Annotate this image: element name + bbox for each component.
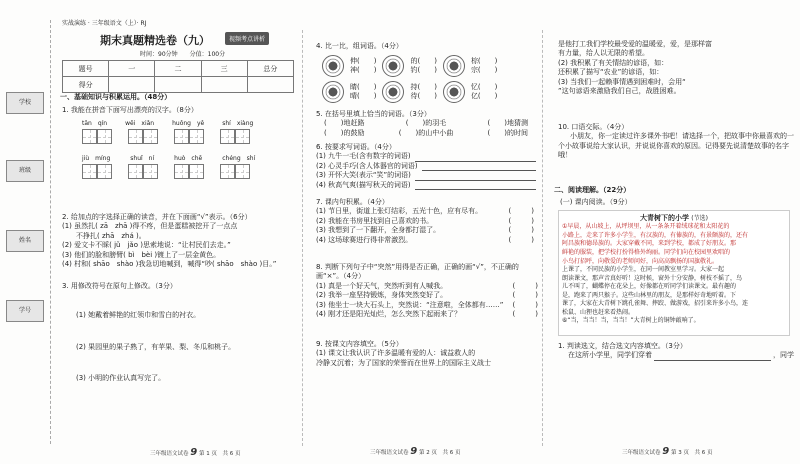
question-10 [558,123,794,161]
fill-item[interactable]: ( )的羽毛 [405,119,447,128]
question-7-prompt: 7. 课内句积累。（4分） [316,198,389,206]
question-10-prompt: 10. 口语交际。（4分） [558,123,629,131]
question-6-item: (4) 秋高气爽(描写秋天的词语) [316,180,411,189]
question-5 [316,110,536,138]
question-9-item: 冷静又沉着；为了国家的荣誉而在世界上的国际主义战士 [316,358,491,367]
reading-question-1-text: 在这所小学里，同学们穿着 [568,351,652,360]
page-title: 期末真题精选卷（九） [100,34,210,47]
answer-line[interactable] [415,152,536,161]
question-3 [62,282,298,384]
question-8-item: (3) 他坐士一块大石头上，突然说：“注意啦，全体都有……” [316,300,504,309]
part-1-heading: (一) 课内阅读。（9分） [560,198,632,206]
question-3-item: (1) 她戴着鲜艳的红领巾和雪白的衬衣。 [76,311,201,320]
passage-line: 上课了，不同民族的小学生，在同一间教室里学习。大家一起 [562,266,725,274]
question-2-item: (4) 村和( shāo shào )我急切地喊到，喊得“吵( shāo shào )目。” [62,260,277,269]
question-7: 7. 课内句积累。（4分） (1) 节日里，街道上张灯结彩，五光十色，应有尽有。 ( ) (2) 我能在书房里找到自己喜欢的书。 ( ) (3) 我想到了一下翻开，全身都打湿了。 ( ) (4) 这场球赛进行得非常激烈。 ( ) [316,198,536,244]
writing-box[interactable] [128,129,143,144]
score-table [62,60,294,93]
video-badge: 视频考点讲析 [225,32,269,45]
section-2-heading: 二、阅读理解。（22分） [554,186,631,194]
writing-box[interactable] [174,164,189,179]
footer-label: 三年级语文试卷 [370,449,409,456]
question-2-item: (1) 虽然扎( zā zhā )得不疼，但是蛋糕被挖开了一点点 [62,222,238,231]
question-4: 4. 比一比，组词语。（4分） [316,42,403,50]
writing-box[interactable] [143,129,158,144]
continued-line: ”这句谚语来激励我们自己，战胜困难。 [558,87,681,96]
continued-line: 还积累了描写“农业”的谚语，如： [558,68,664,77]
name-label: 姓名 [6,230,44,252]
reading-passage [558,210,790,336]
question-7-item: (2) 我能在书房里找到自己喜欢的书。 [316,216,434,225]
writing-box[interactable] [143,164,158,179]
compare-word: 亿( ) [470,92,498,100]
answer-line[interactable] [415,181,536,190]
question-6 [316,143,536,190]
score-header-cell: 三 [201,61,247,77]
footer-page-text: 第 1 页 共 6 页 [198,451,241,457]
score-header-cell: 二 [155,61,201,77]
page-2 [310,0,538,464]
writing-box[interactable] [220,129,235,144]
score-label-cell: 得分 [63,77,109,93]
footer-label: 三年级语文试卷 [150,451,189,457]
series-label: 实战演练 · 三年级语文（上）· RJ [62,20,147,27]
question-8: 8. 判断下列句子中“突然”用得是否正确，正确的画“√”，不正确的画“×”。（4分） (1) 真是一个好天气，突然听到有人喊我。 ( ) (2) 我举一座坚持锻炼，身体突然变好了。 ( ) (3) 他坐士一块大石头上，突然说：“注意啦，全体都有……” ( ) (4) 刚才还是阳光灿烂，怎么突然下起雨来了？ ( ) [316,263,540,319]
writing-box[interactable] [220,164,235,179]
page-divider [302,30,303,446]
footer-exam-number: 9 [190,447,198,458]
writing-box[interactable] [174,129,189,144]
compare-word: 忆( ) [470,82,498,91]
writing-box[interactable] [235,164,250,179]
writing-box[interactable] [189,129,204,144]
pinyin-label: shuǐ ní [130,155,155,162]
question-8-item: (4) 刚才还是阳光灿烂，怎么突然下起雨来了？ [316,310,462,319]
pinyin-label: jiù míng [82,155,111,162]
passage-line: 小路上，走来了许多小学生，有汉族的，有傣族的，有景颇族的，还有 [562,231,749,239]
flower-icon [322,81,344,103]
question-6-item: (1) 九牛一毛(含有数字的词语) [316,152,411,161]
fill-item[interactable]: ( )地猜测 [487,119,528,128]
question-8-prompt: 8. 判断下列句子中“突然”用得是否正确，正确的画“√”，不正确的画“×”。（4分） [316,263,519,281]
score-cell[interactable] [109,77,155,93]
passage-line: 鲜艳的服装，把学校打扮得格外绚丽。同学们向在校园里欢唱的 [562,248,731,256]
reading-question-1-prompt: 1. 判读选文，结合选文内容填空。（3分） [558,342,687,350]
compare-word: 待( ) [410,92,437,100]
page-1-footer [150,447,240,458]
compare-word: 晴( ) [350,92,377,100]
footer-page-text: 第 3 页 共 6 页 [670,449,713,456]
question-9 [316,340,540,368]
continued-line: (2) 我积累了有关情结的谚语，如： [558,58,669,67]
passage-line: 是，跑来了两只猴子。这些山林里的朋友，是那样好奇地听着。下 [562,291,737,299]
passage-body [562,223,786,325]
passage-line: ⑥“当，当当！当，当当！”大青树上的铜钟敲响了。 [562,317,700,325]
question-3-prompt: 3. 用修改符号在原句上修改。（3分） [62,282,177,290]
question-6-prompt: 6. 按要求写词语。（4分） [316,143,396,151]
footer-page-text: 第 2 页 共 6 页 [418,449,461,456]
question-3-item: (3) 小明的作业认真写完了。 [76,374,166,383]
page-1 [0,0,300,464]
question-9-prompt: 9. 按课文内容填空。（5分） [316,340,403,348]
flower-icon [382,55,404,77]
passage-line: 松鼠、山狸也赶来看热闹。 [562,308,635,316]
continued-line: 有力量，给人以无限的希望。 [558,49,649,58]
answer-line[interactable] [415,171,536,180]
page-divider [542,30,543,446]
question-2-item: (2) 爱文卡不睬( jǔ jǎo )思索地说：“让村民们去走。” [62,241,231,250]
compare-word: 棕( ) [470,56,498,65]
passage-line: 儿不叫了，蝴蝶停在花朵上，好像都在听同学们读课文。最有趣的 [562,283,737,291]
compare-word: 睛( ) [350,82,377,91]
pinyin-grid-row-1 [82,118,292,144]
fill-item[interactable]: ( )的山中小曲 [398,128,454,137]
passage-title: 大青树下的小学 [640,214,690,222]
writing-box[interactable] [82,129,97,144]
pinyin-label: huò chē [174,155,203,162]
binding-line [50,20,51,444]
writing-box[interactable] [97,164,112,179]
flower-icon [382,81,404,103]
question-7-item: (4) 这场球赛进行得非常激烈。 [316,235,413,244]
fill-item[interactable]: ( )的鼓励 [324,128,365,137]
pinyin-label: huǒng yě [172,120,205,127]
flower-icon [443,81,465,103]
flower-icon [443,55,465,77]
continued-line: (3) 当我们一起赖事情遇到困难时，会用“ [558,77,686,86]
question-2-item: (3) 他们的脸和膀臂( bì bèi )镀上了一层金黄色。 [62,250,221,259]
writing-box[interactable] [82,164,97,179]
writing-box[interactable] [235,129,250,144]
score-header-cell: 题号 [63,61,109,77]
compare-word: 钓( ) [410,66,437,74]
flower-icon [322,55,344,77]
question-7-item: (3) 我想到了一下翻开，全身都打湿了。 [316,226,441,235]
writing-box[interactable] [97,129,112,144]
question-1: 1. 我能在拼音下面写出漂亮的汉字。（8分） [62,106,198,114]
question-6-item: (2) 心灵手巧(含人体器官的词语) [316,161,418,170]
passage-line: ①早晨，从山坡上，从坪坝里，从一条条开着绒球花和太阳花的 [562,223,730,231]
writing-box[interactable] [128,164,143,179]
passage-line: 课了，大家在大青树下跳孔雀舞、摔跤、做游戏，招引来许多小鸟，连 [562,300,749,308]
question-6-item: (3) 开怀大笑(表示“笑”的词语) [316,171,411,180]
reading-question-1 [558,342,794,361]
question-2-item: 不挣扎( zhā zhá )。 [76,231,146,240]
passage-line: 小鸟打招呼，向敬爱的老师问好，向高高飘扬的国旗敬礼。 [562,257,719,265]
score-header-cell: 一 [109,61,155,77]
question-8-item: (1) 真是一个好天气，突然听到有人喊我。 [316,281,448,290]
compare-word: 的( ) [410,56,437,65]
score-cell[interactable] [201,77,247,93]
class-label: 班级 [6,160,44,182]
reading-question-1-tail: ，同学 [773,351,794,360]
passage-line: 朗读课文，那声音真好听！这时候，窗外十分安静，树枝不摇了，鸟 [562,274,743,282]
school-label: 学校 [6,92,44,114]
score-cell[interactable] [155,77,201,93]
question-8-item: (2) 我举一座坚持锻炼，身体突然变好了。 [316,291,448,300]
question-7-item: (1) 节日里，街道上张灯结彩，五光十色，应有尽有。 [316,207,483,216]
footer-exam-number: 9 [410,445,418,457]
fill-item[interactable]: ( )地赶路 [324,119,365,128]
score-cell[interactable] [247,77,293,93]
footer-exam-number: 9 [662,445,670,457]
pinyin-label: chéng shí [222,155,256,162]
exam-meta: 时间：90分钟 分值：100分 [140,51,226,58]
fill-item[interactable]: ( )的时间 [487,128,528,137]
writing-box[interactable] [189,164,204,179]
question-5-prompt: 5. 在括号里填上恰当的词语。（3分） [316,110,431,118]
compare-word: 持( ) [410,82,437,91]
compare-word: 伸( ) [350,56,377,65]
pinyin-label: tān qín [82,120,108,127]
question-9-item: (1) 课文让我认识了许多温暖有爱的人：诚益救人的 [316,349,476,358]
passage-excerpt-note: (节选) [691,215,708,222]
pinyin-grid-row-2 [82,153,292,179]
passage-line: 阿昌族和德昂族的。大家穿戴不同，来到学校，都成了好朋友。那 [562,240,737,248]
pinyin-label: wēi xiǎn [125,120,155,127]
q9-continued [558,40,794,97]
page-3-footer [622,445,712,459]
compare-word: 宗( ) [470,66,498,74]
compare-word: 神( ) [350,66,377,74]
section-1-heading: 一、基础知识与积累运用。（48分） [60,93,172,101]
page-2-footer [370,445,460,459]
answer-line[interactable] [654,351,771,360]
footer-label: 三年级语文试卷 [622,449,661,456]
continued-line: 是他打工我们学校最受爱的温暖爱，爱，是那样富 [558,40,712,48]
question-10-text: 小朋友，你一定读过许多课外书吧！请选择一个，把故事中你最喜欢的一个小故事说给大家认识，并说说你喜欢的原因。记得要先说清楚故事的名字哦！ [558,132,794,160]
pinyin-label: shí xiàng [222,120,254,127]
student-id-label: 学号 [6,300,44,322]
score-header-cell: 总分 [247,61,293,77]
compare-words-grid [322,55,532,103]
question-2-prompt: 2. 给加点的字选择正确的读音，并在下面画“√”表示。（6分） [62,213,252,221]
answer-line[interactable] [422,162,536,171]
page-3 [552,0,796,464]
question-3-item: (2) 果园里的果子熟了，有苹果、梨、冬瓜和桃子。 [76,342,236,351]
question-2 [62,213,298,270]
